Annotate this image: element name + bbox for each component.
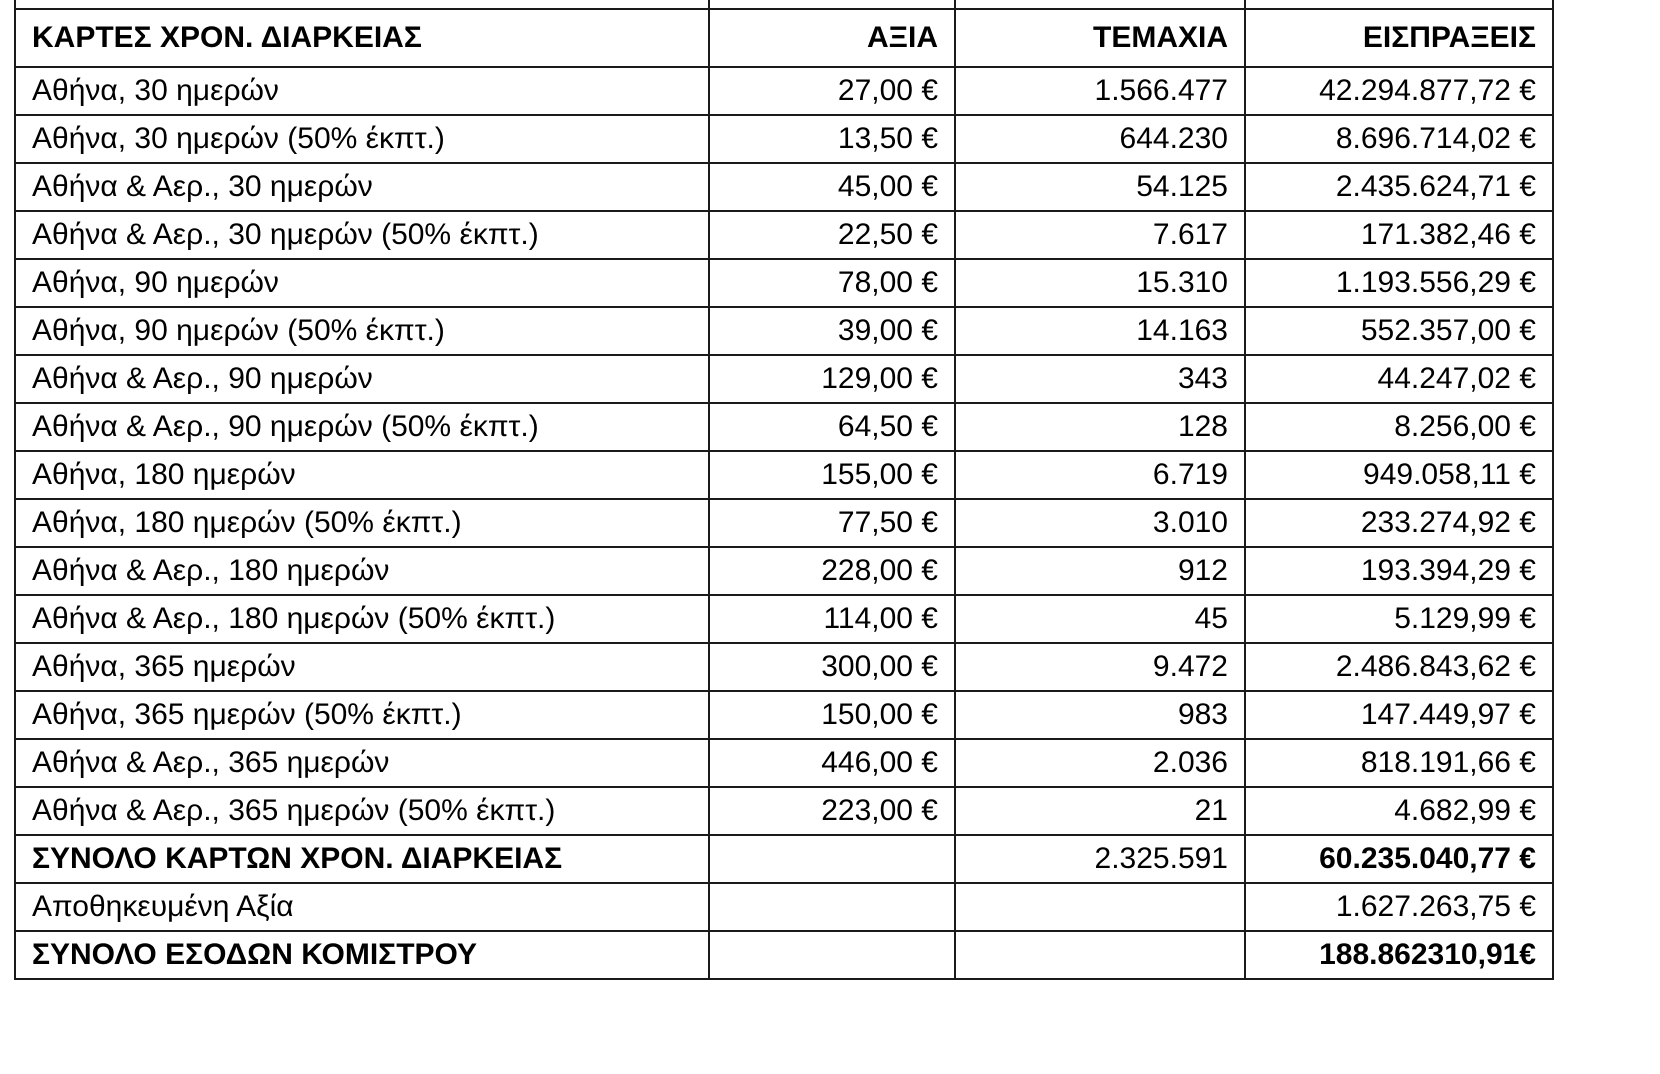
cut-off-top-row <box>15 0 1553 9</box>
value-cell: 228,00 € <box>709 547 955 595</box>
units-cell: 343 <box>955 355 1245 403</box>
card-type-cell: Αθήνα & Αερ., 365 ημερών <box>15 739 709 787</box>
card-type-cell: Αθήνα, 90 ημερών (50% έκπτ.) <box>15 307 709 355</box>
revenue-cell: 2.486.843,62 € <box>1245 643 1553 691</box>
revenue-cell: 42.294.877,72 € <box>1245 67 1553 115</box>
card-type-cell: Αθήνα, 180 ημερών (50% έκπτ.) <box>15 499 709 547</box>
stored-value-label: Αποθηκευμένη Αξία <box>15 883 709 931</box>
value-cell: 114,00 € <box>709 595 955 643</box>
column-header-value: ΑΞΙΑ <box>709 9 955 67</box>
table-row <box>15 499 1553 547</box>
cell <box>955 0 1245 9</box>
column-header-revenue: ΕΙΣΠΡΑΞΕΙΣ <box>1245 9 1553 67</box>
revenue-cell: 171.382,46 € <box>1245 211 1553 259</box>
table-row <box>15 403 1553 451</box>
total-cards-value <box>709 835 955 883</box>
card-type-cell: Αθήνα, 365 ημερών <box>15 643 709 691</box>
units-cell: 1.566.477 <box>955 67 1245 115</box>
table-row <box>15 211 1553 259</box>
revenue-cell: 193.394,29 € <box>1245 547 1553 595</box>
units-cell: 15.310 <box>955 259 1245 307</box>
value-cell: 13,50 € <box>709 115 955 163</box>
value-cell: 300,00 € <box>709 643 955 691</box>
table-row <box>15 355 1553 403</box>
value-cell: 155,00 € <box>709 451 955 499</box>
table-body <box>15 0 1553 979</box>
column-header-card-type: ΚΑΡΤΕΣ ΧΡΟΝ. ΔΙΑΡΚΕΙΑΣ <box>15 9 709 67</box>
value-cell: 223,00 € <box>709 787 955 835</box>
table-row <box>15 643 1553 691</box>
value-cell: 39,00 € <box>709 307 955 355</box>
units-cell: 128 <box>955 403 1245 451</box>
card-type-cell: Αθήνα, 30 ημερών <box>15 67 709 115</box>
value-cell: 446,00 € <box>709 739 955 787</box>
card-type-cell: Αθήνα, 30 ημερών (50% έκπτ.) <box>15 115 709 163</box>
revenue-cell: 552.357,00 € <box>1245 307 1553 355</box>
revenue-cell: 233.274,92 € <box>1245 499 1553 547</box>
card-type-cell: Αθήνα & Αερ., 90 ημερών (50% έκπτ.) <box>15 403 709 451</box>
units-cell: 9.472 <box>955 643 1245 691</box>
revenue-cell: 2.435.624,71 € <box>1245 163 1553 211</box>
cell <box>15 0 709 9</box>
header-row <box>15 9 1553 67</box>
stored-value-row <box>15 883 1553 931</box>
value-cell: 22,50 € <box>709 211 955 259</box>
card-type-cell: Αθήνα & Αερ., 365 ημερών (50% έκπτ.) <box>15 787 709 835</box>
value-cell: 64,50 € <box>709 403 955 451</box>
value-cell: 45,00 € <box>709 163 955 211</box>
column-header-units: ΤΕΜΑΧΙΑ <box>955 9 1245 67</box>
value-cell: 78,00 € <box>709 259 955 307</box>
value-cell: 77,50 € <box>709 499 955 547</box>
units-cell: 21 <box>955 787 1245 835</box>
total-fare-row <box>15 931 1553 979</box>
table-row <box>15 547 1553 595</box>
cell <box>709 0 955 9</box>
stored-value-units <box>955 883 1245 931</box>
revenue-cell: 5.129,99 € <box>1245 595 1553 643</box>
table-row <box>15 259 1553 307</box>
card-type-cell: Αθήνα & Αερ., 180 ημερών <box>15 547 709 595</box>
total-fare-units <box>955 931 1245 979</box>
card-type-cell: Αθήνα & Αερ., 180 ημερών (50% έκπτ.) <box>15 595 709 643</box>
revenue-cell: 949.058,11 € <box>1245 451 1553 499</box>
table-row <box>15 115 1553 163</box>
revenue-cell: 147.449,97 € <box>1245 691 1553 739</box>
total-cards-row <box>15 835 1553 883</box>
total-cards-units: 2.325.591 <box>955 835 1245 883</box>
units-cell: 2.036 <box>955 739 1245 787</box>
table-row <box>15 67 1553 115</box>
revenue-cell: 8.696.714,02 € <box>1245 115 1553 163</box>
card-type-cell: Αθήνα & Αερ., 30 ημερών (50% έκπτ.) <box>15 211 709 259</box>
total-fare-value <box>709 931 955 979</box>
total-cards-revenue: 60.235.040,77 € <box>1245 835 1553 883</box>
revenue-cell: 818.191,66 € <box>1245 739 1553 787</box>
units-cell: 644.230 <box>955 115 1245 163</box>
time-cards-table <box>14 0 1554 980</box>
value-cell: 27,00 € <box>709 67 955 115</box>
card-type-cell: Αθήνα & Αερ., 30 ημερών <box>15 163 709 211</box>
total-fare-label: ΣΥΝΟΛΟ ΕΣΟΔΩΝ ΚΟΜΙΣΤΡΟΥ <box>15 931 709 979</box>
revenue-cell: 8.256,00 € <box>1245 403 1553 451</box>
units-cell: 983 <box>955 691 1245 739</box>
units-cell: 6.719 <box>955 451 1245 499</box>
table-row <box>15 307 1553 355</box>
units-cell: 7.617 <box>955 211 1245 259</box>
revenue-cell: 1.193.556,29 € <box>1245 259 1553 307</box>
table-row <box>15 691 1553 739</box>
table-row <box>15 451 1553 499</box>
cell <box>1245 0 1553 9</box>
table-row <box>15 787 1553 835</box>
units-cell: 14.163 <box>955 307 1245 355</box>
units-cell: 45 <box>955 595 1245 643</box>
table-row <box>15 739 1553 787</box>
revenue-cell: 4.682,99 € <box>1245 787 1553 835</box>
units-cell: 54.125 <box>955 163 1245 211</box>
total-cards-label: ΣΥΝΟΛΟ ΚΑΡΤΩΝ ΧΡΟΝ. ΔΙΑΡΚΕΙΑΣ <box>15 835 709 883</box>
fare-revenue-sheet <box>14 0 1554 980</box>
card-type-cell: Αθήνα, 180 ημερών <box>15 451 709 499</box>
units-cell: 3.010 <box>955 499 1245 547</box>
card-type-cell: Αθήνα, 90 ημερών <box>15 259 709 307</box>
card-type-cell: Αθήνα, 365 ημερών (50% έκπτ.) <box>15 691 709 739</box>
table-row <box>15 163 1553 211</box>
table-row <box>15 595 1553 643</box>
stored-value-value <box>709 883 955 931</box>
revenue-cell: 44.247,02 € <box>1245 355 1553 403</box>
units-cell: 912 <box>955 547 1245 595</box>
total-fare-revenue: 188.862310,91€ <box>1245 931 1553 979</box>
value-cell: 129,00 € <box>709 355 955 403</box>
stored-value-revenue: 1.627.263,75 € <box>1245 883 1553 931</box>
card-type-cell: Αθήνα & Αερ., 90 ημερών <box>15 355 709 403</box>
value-cell: 150,00 € <box>709 691 955 739</box>
